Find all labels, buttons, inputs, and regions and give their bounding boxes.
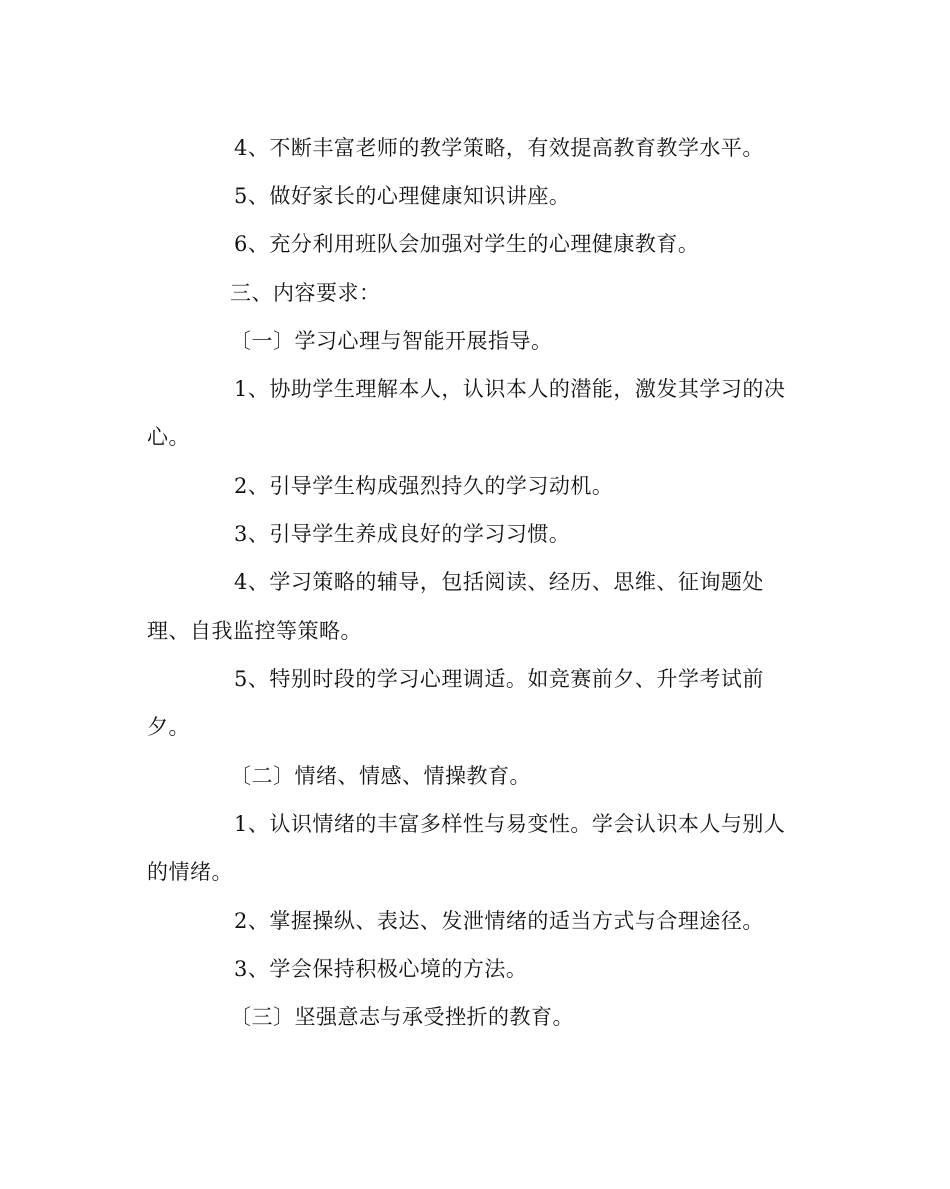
- text-line: 1、协助学生理解本人，认识本人的潜能，激发其学习的决: [234, 377, 786, 401]
- text-line: 2、引导学生构成强烈持久的学习动机。: [234, 474, 614, 498]
- text-line: 6、充分利用班队会加强对学生的心理健康教育。: [234, 232, 700, 256]
- text-line: 的情绪。: [147, 860, 233, 884]
- text-line: 夕。: [147, 715, 190, 739]
- subsection-heading: 〔一〕学习心理与智能开展指导。: [230, 329, 553, 353]
- subsection-heading: 〔二〕情绪、情感、情操教育。: [230, 764, 531, 788]
- text-line: 5、做好家长的心理健康知识讲座。: [234, 184, 571, 208]
- text-line: 4、学习策略的辅导，包括阅读、经历、思维、征询题处: [234, 570, 764, 594]
- text-line: 5、特别时段的学习心理调适。如竞赛前夕、升学考试前: [234, 667, 764, 691]
- text-line: 理、自我监控等策略。: [147, 619, 362, 643]
- section-heading: 三、内容要求：: [230, 281, 381, 305]
- text-line: 4、不断丰富老师的教学策略，有效提高教育教学水平。: [234, 136, 764, 160]
- text-line: 2、掌握操纵、表达、发泄情绪的适当方式与合理途径。: [234, 909, 764, 933]
- text-line: 3、引导学生养成良好的学习习惯。: [234, 522, 571, 546]
- text-line: 3、学会保持积极心境的方法。: [234, 957, 528, 981]
- text-line: 1、认识情绪的丰富多样性与易变性。学会认识本人与别人: [234, 812, 786, 836]
- subsection-heading: 〔三〕坚强意志与承受挫折的教育。: [230, 1005, 574, 1029]
- text-line: 心。: [147, 425, 190, 449]
